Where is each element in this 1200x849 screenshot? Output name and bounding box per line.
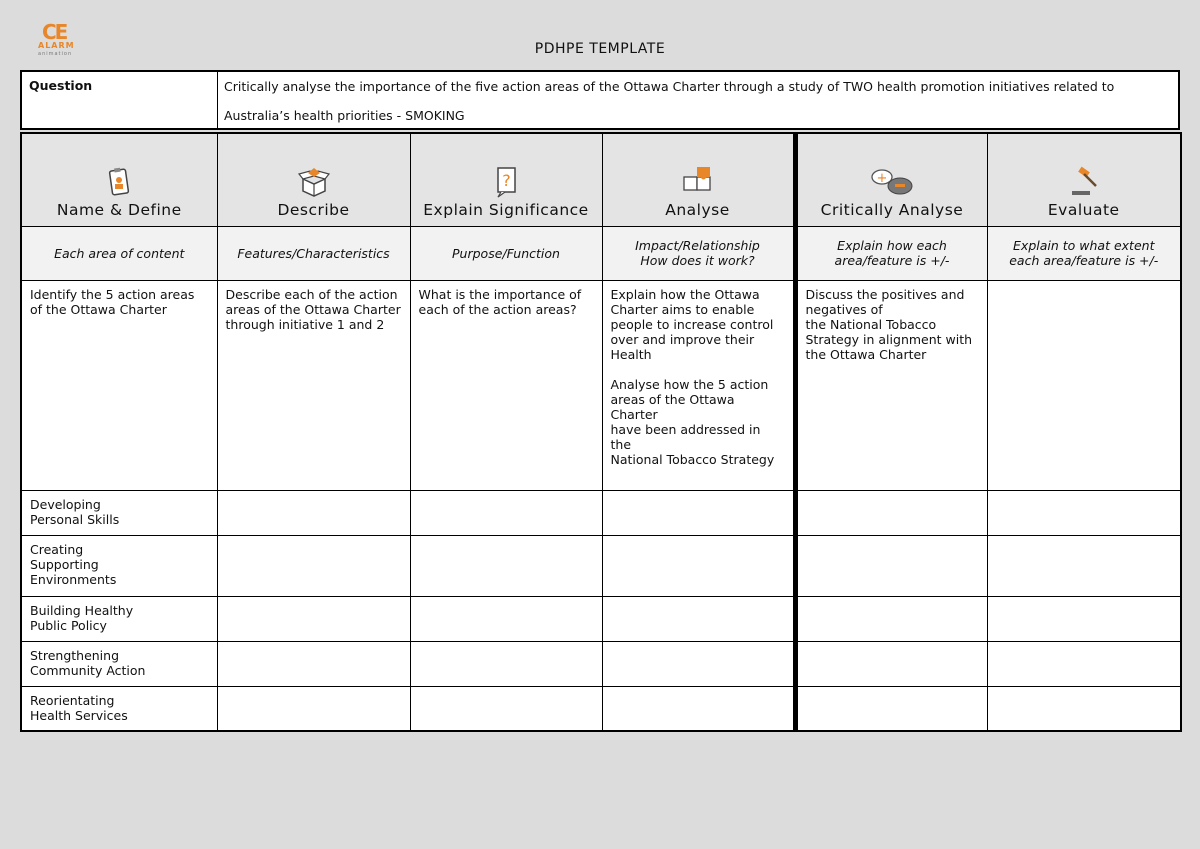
subheader-cell: Purpose/Function (410, 226, 602, 280)
action-area-label (21, 686, 217, 731)
action-area-line: Creating (30, 541, 84, 557)
subheader-cell: Each area of content (21, 226, 217, 280)
column-header-analyse (602, 133, 795, 226)
action-area-row (21, 490, 1181, 535)
column-header-name-define (21, 133, 217, 226)
column-subheader-row (21, 226, 1181, 280)
subheader-line: Explain to what extent (1013, 238, 1155, 253)
input-cell[interactable] (410, 641, 602, 686)
action-area-row (21, 641, 1181, 686)
column-label: Critically Analyse (820, 200, 964, 219)
input-cell[interactable] (795, 596, 987, 641)
input-cell[interactable] (987, 596, 1181, 641)
action-area-line: Personal Skills (30, 511, 120, 527)
svg-text:+: + (876, 170, 888, 186)
input-cell[interactable] (987, 490, 1181, 535)
question-text (218, 72, 1178, 128)
subheader-cell (987, 226, 1181, 280)
critically-line: the National Tobacco Strategy in alignment with the Ottawa Charter (805, 316, 973, 362)
input-cell[interactable] (410, 490, 602, 535)
instruction-analyse (602, 280, 795, 490)
action-area-row (21, 596, 1181, 641)
action-area-line: Community Action (30, 662, 146, 678)
input-cell[interactable] (987, 686, 1181, 731)
action-area-line: Supporting (30, 556, 99, 572)
logo-tagline: animation (38, 51, 73, 57)
input-cell[interactable] (987, 641, 1181, 686)
question-line-1: Critically analyse the importance of the five action areas of the Ottawa Charter through a study of TWO health promotion initiatives related to (224, 79, 1115, 94)
question-mark-card-icon (489, 165, 523, 199)
input-cell[interactable] (217, 596, 410, 641)
input-cell[interactable] (217, 535, 410, 596)
subheader-line: area/feature is +/- (834, 253, 950, 268)
subheader-line: Impact/Relationship (635, 238, 760, 253)
input-cell[interactable] (795, 490, 987, 535)
input-cell[interactable] (602, 641, 795, 686)
action-area-label (21, 535, 217, 596)
instruction-evaluate[interactable] (987, 280, 1181, 490)
svg-text:?: ? (502, 170, 511, 190)
critically-line: Discuss the positives and negatives of (805, 286, 965, 317)
column-label: Evaluate (1047, 200, 1120, 219)
action-area-label (21, 490, 217, 535)
open-box-icon (297, 165, 331, 199)
instruction-critically-analyse (795, 280, 987, 490)
column-label: Analyse (665, 200, 730, 219)
column-label: Describe (277, 200, 350, 219)
analyse-paragraph-2 (611, 377, 785, 467)
subheader-line: Explain how each (837, 238, 947, 253)
input-cell[interactable] (410, 596, 602, 641)
clipboard-badge-icon (102, 165, 136, 199)
action-area-row (21, 535, 1181, 596)
column-header-critically-analyse (795, 133, 987, 226)
column-label: Name & Define (56, 200, 182, 219)
input-cell[interactable] (987, 535, 1181, 596)
input-cell[interactable] (217, 490, 410, 535)
action-area-line: Building Healthy (30, 602, 134, 618)
input-cell[interactable] (795, 641, 987, 686)
question-line-2: Australia’s health priorities - SMOKING (224, 108, 465, 123)
input-cell[interactable] (410, 535, 602, 596)
action-area-line: Public Policy (30, 617, 107, 633)
analyse-line: have been addressed in the (610, 421, 761, 452)
input-cell[interactable] (795, 535, 987, 596)
analyse-paragraph-1: Explain how the Ottawa Charter aims to enable people to increase control over and improve their Health (610, 286, 774, 362)
page-title: PDHPE TEMPLATE (534, 41, 666, 57)
input-cell[interactable] (217, 686, 410, 731)
column-header-evaluate (987, 133, 1181, 226)
action-area-line: Strengthening (30, 647, 120, 663)
action-area-line: Environments (30, 571, 117, 587)
action-area-label (21, 641, 217, 686)
input-cell[interactable] (410, 686, 602, 731)
input-cell[interactable] (795, 686, 987, 731)
plus-minus-clouds-icon (867, 165, 917, 199)
subheader-cell (602, 226, 795, 280)
column-header-row (21, 133, 1181, 226)
action-area-row (21, 686, 1181, 731)
input-cell[interactable] (602, 490, 795, 535)
input-cell[interactable] (602, 596, 795, 641)
analyse-line: Analyse how the 5 action areas of the Ottawa Charter (610, 376, 769, 422)
template-table (20, 132, 1182, 732)
instruction-explain: What is the importance of each of the action areas? (410, 280, 602, 490)
instruction-row (21, 280, 1181, 490)
question-box (20, 70, 1180, 130)
puzzle-pieces-icon (681, 165, 715, 199)
instruction-describe: Describe each of the action areas of the Ottawa Charter through initiative 1 and 2 (217, 280, 410, 490)
analyse-line: National Tobacco Strategy (610, 451, 775, 467)
action-area-label (21, 596, 217, 641)
action-area-line: Health Services (30, 707, 128, 723)
action-area-line: Developing (30, 496, 101, 512)
subheader-line: each area/feature is +/- (1009, 253, 1159, 268)
subheader-cell (795, 226, 987, 280)
logo-brand: ALARM (38, 41, 75, 50)
column-header-describe (217, 133, 410, 226)
subheader-cell: Features/Characteristics (217, 226, 410, 280)
gavel-icon (1067, 165, 1101, 199)
subheader-line: How does it work? (640, 253, 755, 268)
logo-mark: CE (42, 20, 67, 44)
column-header-explain (410, 133, 602, 226)
input-cell[interactable] (602, 686, 795, 731)
column-label: Explain Significance (423, 200, 589, 219)
input-cell[interactable] (602, 535, 795, 596)
input-cell[interactable] (217, 641, 410, 686)
action-area-line: Reorientating (30, 692, 115, 708)
instruction-name-define: Identify the 5 action areas of the Ottawa Charter (21, 280, 217, 490)
question-label: Question (22, 72, 218, 128)
